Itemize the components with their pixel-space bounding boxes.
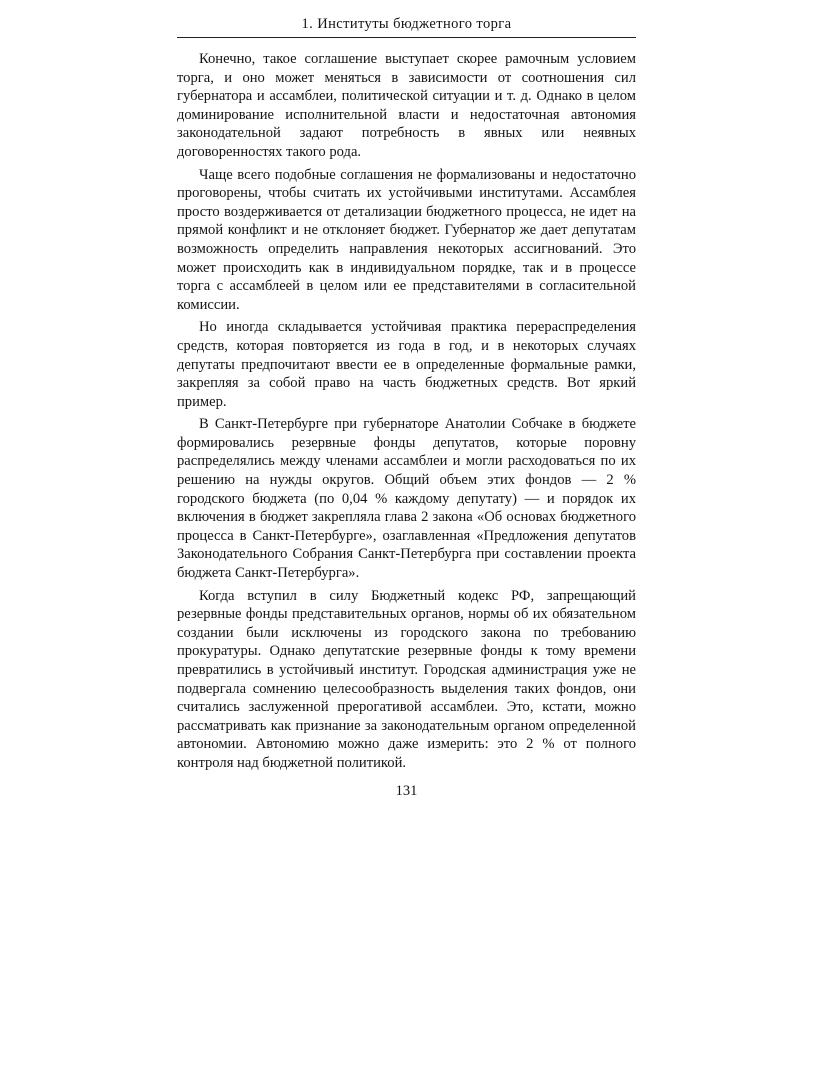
paragraph: Но иногда складывается устойчивая практика перераспределения средств, которая повторяется из года в год, и в некоторых случаях депутаты предпочитают ввести ее в определенные формальные рамки, закрепляя за собой право на часть бюджетных средств. Вот яркий пример. [177,319,636,410]
paragraph: В Санкт-Петербурге при губернаторе Анатолии Собчаке в бюджете формировались резервные фонды депутатов, которые поровну распределялись между членами ассамблеи и могли расходоваться по их решению на нужды округов. Общий объем этих фондов — 2 % городского бюджета (по 0,04 % каждому депутату) — и порядок их включения в бюджет закрепляла глава 2 закона «Об основах бюджетного процесса в Санкт-Петербурге», озаглавленная «Предложения депутатов Законодательного Собрания Санкт-Петербурга при составлении проекта бюджета Санкт-Петербурга». [177,416,636,582]
body-text [177,50,636,773]
page-number: 131 [395,782,418,799]
paragraph: Чаще всего подобные соглашения не формализованы и недостаточно проговорены, чтобы считать их устойчивыми институтами. Ассамблея просто воздерживается от детализации бюджетного процесса, не идет на прямой конфликт и не отклоняет бюджет. Губернатор же дает депутатам возможность определить направления некоторых ассигнований. Это может происходить как в индивидуальном порядке, так и в процессе торга с ассамблеей в целом или ее представителями в согласительной комиссии. [177,166,636,313]
paragraph: Конечно, такое соглашение выступает скорее рамочным условием торга, и оно может меняться в зависимости от соотношения сил губернатора и ассамблеи, политической ситуации и т. д. Однако в целом доминирование исполнительной власти и недостаточная автономия законодательной задают потребность в явных или неявных договоренностях такого рода. [177,51,636,160]
book-page [177,14,636,800]
paragraph: Когда вступил в силу Бюджетный кодекс РФ, запрещающий резервные фонды представительных органов, нормы об их обязательном создании были исключены из городского закона по требованию прокуратуры. Однако депутатские резервные фонды к тому времени превратились в устойчивый институт. Городская администрация уже не подвергала сомнению целесообразность выделения таких фондов, они считались заслуженной прерогативой ассамблеи. Это, кстати, можно рассматривать как признание за законодательным органом определенной автономии. Автономию можно даже измерить: это 2 % от полного контроля над бюджетной политикой. [177,587,636,771]
running-head: 1. Институты бюджетного торга [177,14,636,38]
